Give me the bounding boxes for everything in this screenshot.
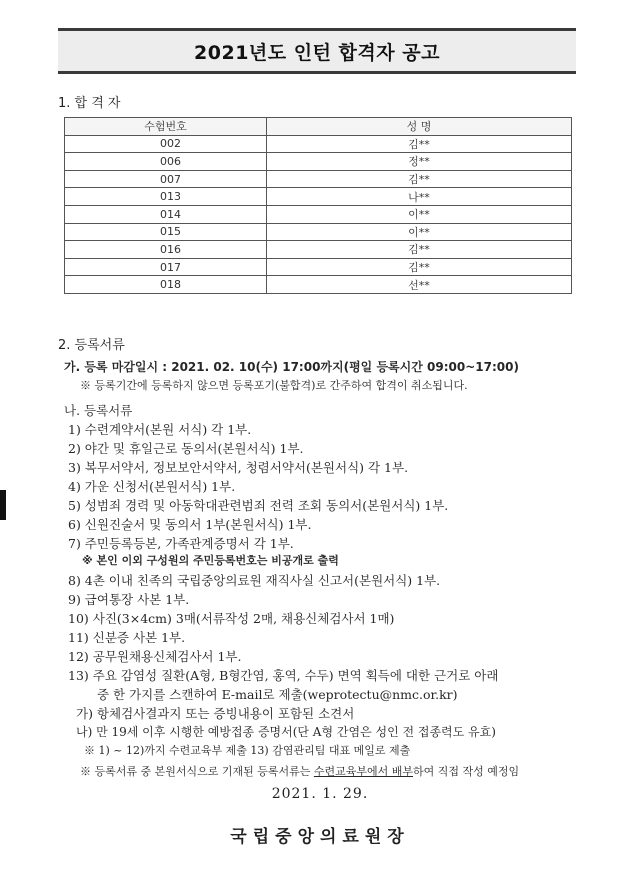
doc-item: 12) 공무원채용신체검사서 1부. <box>68 649 242 664</box>
name-cell: 김** <box>267 135 572 153</box>
doc-item-continued: 중 한 가지를 스캔하여 E-mail로 제출(weprotectu@nmc.or.kr) <box>97 687 458 702</box>
exam-number-cell: 006 <box>65 153 267 171</box>
table-header-row <box>65 118 572 136</box>
doc-item: 10) 사진(3×4cm) 3매(서류작성 2매, 채용신체검사서 1매) <box>68 611 395 626</box>
doc-item: 7) 주민등록등본, 가족관계증명서 각 1부. <box>68 536 294 551</box>
table-row <box>65 205 572 223</box>
table-row <box>65 223 572 241</box>
exam-number-cell: 002 <box>65 135 267 153</box>
name-cell: 이** <box>267 205 572 223</box>
doc-item: 13) 주요 감염성 질환(A형, B형간염, 홍역, 수두) 면역 획득에 대한 근거로 아래 <box>68 668 499 683</box>
doc-note: ※ 본인 이외 구성원의 주민등록번호는 비공개로 출력 <box>82 554 339 567</box>
exam-number-cell: 017 <box>65 258 267 276</box>
doc-item: 6) 신원진술서 및 동의서 1부(본원서식) 1부. <box>68 517 312 532</box>
name-cell: 나** <box>267 188 572 206</box>
name-cell: 선** <box>267 276 572 294</box>
doc-item: 8) 4촌 이내 친족의 국립중앙의료원 재직사실 신고서(본원서식) 1부. <box>68 573 441 588</box>
section2-heading: 2. 등록서류 <box>58 338 125 353</box>
final-note <box>80 763 519 779</box>
doc-item: 9) 급여통장 사본 1부. <box>68 592 190 607</box>
header-name: 성 명 <box>267 118 572 136</box>
exam-number-cell: 015 <box>65 223 267 241</box>
name-cell: 김** <box>267 170 572 188</box>
doc-item: 5) 성범죄 경력 및 아동학대관련범죄 전력 조회 동의서(본원서식) 1부. <box>68 498 449 513</box>
final-note-text: ※ 등록서류 중 본원서식으로 기재된 등록서류는 <box>80 765 314 778</box>
doc-item: 11) 신분증 사본 1부. <box>68 630 186 645</box>
table-row <box>65 241 572 259</box>
header-exam-number: 수험번호 <box>65 118 267 136</box>
exam-number-cell: 014 <box>65 205 267 223</box>
table-row <box>65 170 572 188</box>
doc-item: 1) 수련계약서(본원 서식) 각 1부. <box>68 422 252 437</box>
exam-number-cell: 016 <box>65 241 267 259</box>
exam-number-cell: 013 <box>65 188 267 206</box>
notice-date: 2021. 1. 29. <box>271 786 369 802</box>
exam-number-cell: 007 <box>65 170 267 188</box>
final-note-underlined: 수련교육부에서 배부 <box>313 765 414 778</box>
results-table <box>64 117 572 294</box>
doc-item: 4) 가운 신청서(본원서식) 1부. <box>68 479 236 494</box>
name-cell: 김** <box>267 241 572 259</box>
docs-heading: 나. 등록서류 <box>64 403 133 418</box>
table-row <box>65 188 572 206</box>
table-row <box>65 153 572 171</box>
name-cell: 이** <box>267 223 572 241</box>
doc-submit-note: ※ 1) ~ 12)까지 수련교육부 제출 13) 감염관리팀 대표 메일로 제출 <box>84 744 411 757</box>
table-row <box>65 258 572 276</box>
doc-subitem: 나) 만 19세 이후 시행한 예방접종 증명서(단 A형 간염은 성인 전 접종력도 유효) <box>76 725 496 739</box>
exam-number-cell: 018 <box>65 276 267 294</box>
name-cell: 정** <box>267 153 572 171</box>
table-row <box>65 135 572 153</box>
name-cell: 김** <box>267 258 572 276</box>
deadline-line: 가. 등록 마감일시 : 2021. 02. 10(수) 17:00까지(평일 등록시간 09:00~17:00) <box>64 360 519 374</box>
table-row <box>65 276 572 294</box>
scan-edge-mark <box>0 490 6 520</box>
final-note-text-end: 하여 직접 작성 예정임 <box>413 765 520 778</box>
section1-heading: 1. 합 격 자 <box>58 96 121 111</box>
page-title: 2021년도 인턴 합격자 공고 <box>58 28 576 74</box>
doc-item: 2) 야간 및 휴일근로 동의서(본원서식) 1부. <box>68 441 304 456</box>
doc-subitem: 가) 항체검사결과지 또는 증빙내용이 포함된 소견서 <box>76 706 355 721</box>
doc-item: 3) 복무서약서, 정보보안서약서, 청렴서약서(본원서식) 각 1부. <box>68 460 409 475</box>
signature: 국립중앙의료원장 <box>230 827 410 847</box>
deadline-note: ※ 등록기간에 등록하지 않으면 등록포기(불합격)로 간주하여 합격이 취소됩니다. <box>80 379 468 392</box>
